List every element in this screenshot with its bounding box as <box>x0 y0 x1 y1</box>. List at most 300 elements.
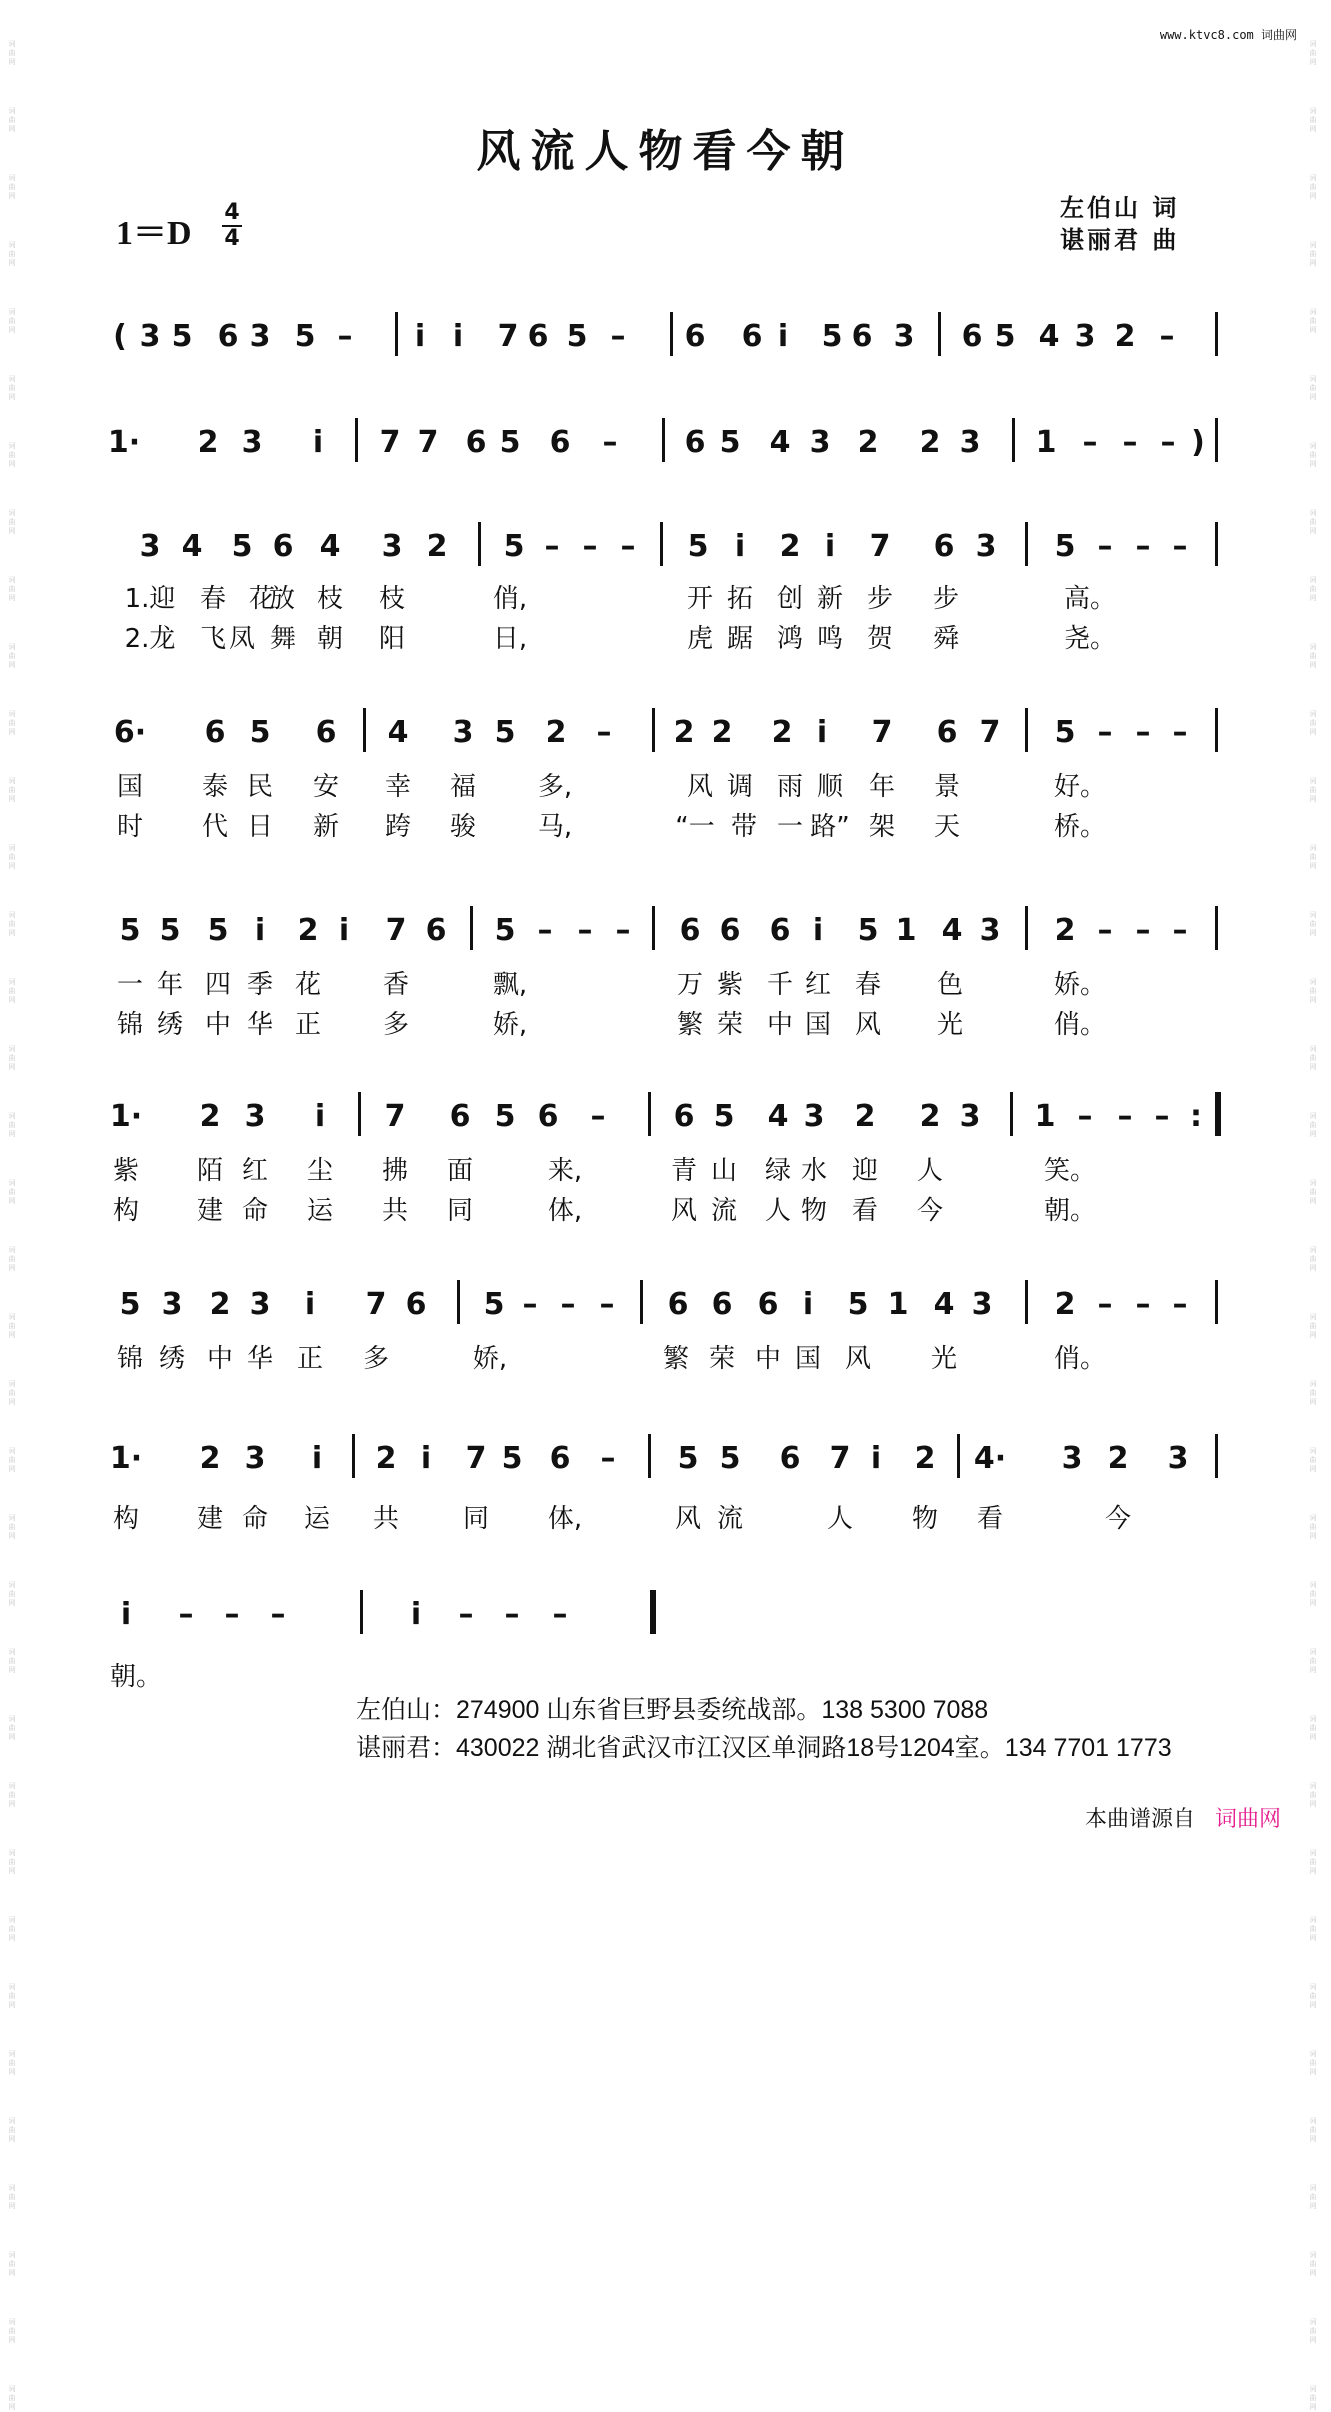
note: 2 <box>197 425 219 460</box>
note: 4 <box>181 529 203 564</box>
address-line-2: 谌丽君：430022 湖北省武汉市江汉区单洞路18号1204室。134 7701 1773 <box>356 1734 1172 1762</box>
note: 1 <box>1034 1099 1056 1134</box>
watermark-glyph: 词曲网 <box>8 1514 16 1540</box>
lyric-char: 路” <box>810 812 850 842</box>
barline <box>938 312 941 356</box>
lyric-char: 跨 <box>384 812 412 842</box>
note: 3 <box>959 425 981 460</box>
note: 7 <box>829 1441 851 1476</box>
credits <box>1060 192 1179 256</box>
lyric-char: 顺 <box>816 772 844 802</box>
watermark-glyph: 词曲网 <box>8 1447 16 1473</box>
lyric-char: 锦 <box>116 1010 144 1040</box>
watermark-glyph: 词曲网 <box>1309 40 1317 66</box>
note: – <box>1082 425 1098 460</box>
watermark-glyph: 词曲网 <box>8 107 16 133</box>
barline <box>352 1434 355 1478</box>
barline <box>640 1280 643 1324</box>
note: 7 <box>979 715 1001 750</box>
watermark-glyph: 词曲网 <box>8 1313 16 1339</box>
note: 6 <box>936 715 958 750</box>
watermark-glyph: 词曲网 <box>8 1581 16 1607</box>
watermark-glyph: 词曲网 <box>1309 1179 1317 1205</box>
lyric-char: 紫 <box>112 1156 140 1186</box>
note: i <box>420 1441 432 1476</box>
note: 6 <box>741 319 763 354</box>
note: – <box>1077 1099 1093 1134</box>
watermark-glyph: 词曲网 <box>1309 777 1317 803</box>
lyric-char: 面 <box>446 1156 474 1186</box>
note: 5 <box>1054 715 1076 750</box>
note: 6 <box>449 1099 471 1134</box>
notation-line-4 <box>0 708 1331 756</box>
note: 6 <box>549 1441 571 1476</box>
barline <box>1010 1092 1013 1136</box>
watermark-glyph: 词曲网 <box>1309 308 1317 334</box>
site-url: www.ktvc8.com 词曲网 <box>1159 28 1297 42</box>
note: 3 <box>244 1099 266 1134</box>
lyric-char: 人 <box>826 1504 854 1534</box>
note: i <box>311 1441 323 1476</box>
lyric-char: 风 <box>670 1196 698 1226</box>
lyric-char: 华 <box>246 1010 274 1040</box>
note: 1· <box>109 1099 143 1134</box>
watermark-glyph: 词曲网 <box>1309 1447 1317 1473</box>
note: 7 <box>497 319 519 354</box>
lyric-char: 体, <box>547 1196 583 1226</box>
watermark-glyph: 词曲网 <box>8 375 16 401</box>
watermark-glyph: 词曲网 <box>8 1648 16 1674</box>
note: 5 <box>857 913 879 948</box>
watermark-glyph: 词曲网 <box>8 2117 16 2143</box>
lyric-line <box>0 1150 1331 1186</box>
lyric-char: 同 <box>446 1196 474 1226</box>
watermark-glyph: 词曲网 <box>1309 1380 1317 1406</box>
watermark-glyph: 词曲网 <box>8 1380 16 1406</box>
lyric-char: 多, <box>537 772 573 802</box>
lyric-char: 看 <box>976 1504 1004 1534</box>
note: i <box>414 319 426 354</box>
note: 2 <box>1107 1441 1129 1476</box>
note: 3 <box>139 529 161 564</box>
lyric-char: 运 <box>306 1196 334 1226</box>
lyric-char: 安 <box>312 772 340 802</box>
lyric-char: 桥。 <box>1053 812 1107 842</box>
lyric-char: 雨 <box>776 772 804 802</box>
note: i <box>304 1287 316 1322</box>
lyric-char: 踞 <box>726 624 754 654</box>
source-brand: 词曲网 <box>1214 1807 1281 1832</box>
watermark-glyph: 词曲网 <box>1309 509 1317 535</box>
barline <box>1025 906 1028 950</box>
note: – <box>1135 1287 1151 1322</box>
notation-line-3 <box>0 522 1331 570</box>
lyric-char: 荣 <box>716 1010 744 1040</box>
note: 3 <box>241 425 263 460</box>
lyric-char: 中 <box>766 1010 794 1040</box>
watermark-glyph: 词曲网 <box>8 1983 16 2009</box>
lyric-char: 年 <box>156 970 184 1000</box>
note: – <box>1117 1099 1133 1134</box>
watermark-glyph: 词曲网 <box>8 710 16 736</box>
lyric-char: 飞 <box>199 624 227 654</box>
note: 3 <box>959 1099 981 1134</box>
note: 4 <box>319 529 341 564</box>
note: i <box>802 1287 814 1322</box>
time-signature <box>222 202 242 250</box>
note: 5 <box>483 1287 505 1322</box>
lyric-char: 舞 <box>269 624 297 654</box>
barline <box>358 1092 361 1136</box>
lyric-char: 朝。 <box>109 1662 163 1692</box>
lyric-char: 中 <box>206 1344 234 1374</box>
lyric-char: 中 <box>204 1010 232 1040</box>
note: 5 <box>847 1287 869 1322</box>
note: 6 <box>684 425 706 460</box>
watermark-glyph: 词曲网 <box>8 1916 16 1942</box>
lyric-char: 青 <box>670 1156 698 1186</box>
lyric-char: 拓 <box>726 584 754 614</box>
watermark-glyph: 词曲网 <box>1309 1246 1317 1272</box>
note: 7 <box>869 529 891 564</box>
note: 6 <box>527 319 549 354</box>
note: – <box>1154 1099 1170 1134</box>
lyric-char: 俏。 <box>1053 1344 1107 1374</box>
lyric-line <box>0 766 1331 802</box>
note: – <box>337 319 353 354</box>
lyric-char: 物 <box>800 1196 828 1226</box>
lyric-char: 民 <box>246 772 274 802</box>
lyric-char: 红 <box>241 1156 269 1186</box>
note: 5 <box>566 319 588 354</box>
watermark-glyph: 词曲网 <box>1309 1715 1317 1741</box>
watermark-glyph: 词曲网 <box>8 308 16 334</box>
note: 4· <box>973 1441 1007 1476</box>
note: 2 <box>426 529 448 564</box>
note: 3 <box>1074 319 1096 354</box>
address-line-1: 左伯山：274900 山东省巨野县委统战部。138 5300 7088 <box>356 1696 989 1724</box>
barline <box>1215 522 1218 566</box>
note: 5 <box>494 913 516 948</box>
lyric-char: 朝 <box>316 624 344 654</box>
watermark-glyph: 词曲网 <box>1309 2385 1317 2411</box>
watermark-glyph: 词曲网 <box>8 2385 16 2411</box>
lyric-char: 体, <box>547 1504 583 1534</box>
note: – <box>1159 319 1175 354</box>
note: 5 <box>687 529 709 564</box>
lyric-char: 风 <box>844 1344 872 1374</box>
note: i <box>816 715 828 750</box>
barline <box>648 1092 651 1136</box>
watermark-glyph: 词曲网 <box>8 576 16 602</box>
lyric-char: “一 <box>675 812 715 842</box>
note: – <box>1097 913 1113 948</box>
lyric-char: 花 <box>294 970 322 1000</box>
lyric-char: 中 <box>754 1344 782 1374</box>
watermark-glyph: 词曲网 <box>8 442 16 468</box>
watermark-glyph: 词曲网 <box>8 1849 16 1875</box>
lyric-char: 正 <box>296 1344 324 1374</box>
lyric-char: 四 <box>204 970 232 1000</box>
notation-line-1 <box>0 312 1331 360</box>
note: 7 <box>379 425 401 460</box>
lyric-char: 马, <box>537 812 573 842</box>
lyric-char: 命 <box>241 1196 269 1226</box>
note: 5 <box>994 319 1016 354</box>
lyric-char: 俏。 <box>1053 1010 1107 1040</box>
note: 6 <box>961 319 983 354</box>
lyric-char: 光 <box>936 1010 964 1040</box>
lyric-char: 鸿 <box>776 624 804 654</box>
note: – <box>552 1597 568 1632</box>
lyric-char: 来, <box>547 1156 583 1186</box>
watermark-glyph: 词曲网 <box>8 2184 16 2210</box>
note: 2 <box>199 1099 221 1134</box>
watermark-glyph: 词曲网 <box>8 978 16 1004</box>
note: 3 <box>979 913 1001 948</box>
note: – <box>504 1597 520 1632</box>
note: 3 <box>975 529 997 564</box>
note: – <box>1172 529 1188 564</box>
lyric-char: 一 <box>116 970 144 1000</box>
note: 2 <box>779 529 801 564</box>
note: 3 <box>803 1099 825 1134</box>
note: 2 <box>1054 1287 1076 1322</box>
lyric-char: 色 <box>936 970 964 1000</box>
lyric-char: 命 <box>241 1504 269 1534</box>
note: 6 <box>315 715 337 750</box>
note: 3 <box>139 319 161 354</box>
note: 5 <box>171 319 193 354</box>
watermark-glyph: 词曲网 <box>1309 174 1317 200</box>
key-signature: 1＝D <box>116 215 192 252</box>
barline <box>662 418 665 462</box>
watermark-glyph: 词曲网 <box>1309 710 1317 736</box>
lyric-char: 日, <box>492 624 528 654</box>
note: 2 <box>209 1287 231 1322</box>
song-title: 风流人物看今朝 <box>476 126 855 177</box>
lyric-char: 山 <box>710 1156 738 1186</box>
note: – <box>1172 913 1188 948</box>
lyric-char: 凤 <box>228 624 256 654</box>
note: 6 <box>711 1287 733 1322</box>
lyric-char: 创 <box>776 584 804 614</box>
time-signature-bottom: 4 <box>224 226 240 251</box>
note: 3 <box>244 1441 266 1476</box>
lyric-char: 构 <box>112 1504 140 1534</box>
note: 7 <box>465 1441 487 1476</box>
barline <box>360 1590 363 1634</box>
lyric-char: 繁 <box>676 1010 704 1040</box>
lyric-char: 1.迎 <box>124 584 176 614</box>
lyricist-credit: 左伯山 词 <box>1060 194 1180 222</box>
watermark-glyph: 词曲网 <box>1309 1112 1317 1138</box>
barline <box>1215 1092 1221 1136</box>
notation-line-6 <box>0 1092 1331 1140</box>
lyric-char: 华 <box>246 1344 274 1374</box>
watermark-glyph: 词曲网 <box>1309 1514 1317 1540</box>
note: 6 <box>204 715 226 750</box>
watermark-glyph: 词曲网 <box>8 241 16 267</box>
note: 6 <box>537 1099 559 1134</box>
note: 6 <box>549 425 571 460</box>
watermark-glyph: 词曲网 <box>8 1045 16 1071</box>
lyric-char: 步 <box>866 584 894 614</box>
note: 5 <box>677 1441 699 1476</box>
note: 3 <box>893 319 915 354</box>
lyric-char: 国 <box>116 772 144 802</box>
watermark-glyph: 词曲网 <box>1309 643 1317 669</box>
lyric-char: 今 <box>916 1196 944 1226</box>
note: – <box>1160 425 1176 460</box>
watermark-glyph: 词曲网 <box>1309 1045 1317 1071</box>
lyric-char: 幸 <box>384 772 412 802</box>
watermark-glyph: 词曲网 <box>1309 1581 1317 1607</box>
barline <box>1012 418 1015 462</box>
note: 7 <box>384 1099 406 1134</box>
lyric-char: 娇, <box>492 1010 528 1040</box>
lyric-char: 鸣 <box>816 624 844 654</box>
lyric-char: 迎 <box>851 1156 879 1186</box>
lyric-line <box>0 578 1331 614</box>
notation-line-9 <box>0 1590 1331 1638</box>
note: – <box>577 913 593 948</box>
note: 6 <box>679 913 701 948</box>
note: 2 <box>711 715 733 750</box>
lyric-char: 贺 <box>866 624 894 654</box>
barline <box>1215 418 1218 462</box>
lyric-char: 高。 <box>1063 584 1117 614</box>
note: 6 <box>673 1099 695 1134</box>
lyric-char: 时 <box>116 812 144 842</box>
lyric-char: 多 <box>382 1010 410 1040</box>
composer-credit: 谌丽君 曲 <box>1060 226 1180 254</box>
note: 3 <box>452 715 474 750</box>
note: 5 <box>1054 529 1076 564</box>
barline <box>1215 1434 1218 1478</box>
note: – <box>1172 1287 1188 1322</box>
note: 6 <box>405 1287 427 1322</box>
note: i <box>120 1597 132 1632</box>
lyric-char: 绣 <box>158 1344 186 1374</box>
note: 4 <box>941 913 963 948</box>
note: 7 <box>417 425 439 460</box>
lyric-char: 虎 <box>686 624 714 654</box>
lyric-char: 建 <box>196 1504 224 1534</box>
note: – <box>599 1287 615 1322</box>
note: 5 <box>719 425 741 460</box>
lyric-char: 枝 <box>378 584 406 614</box>
lyric-char: 万 <box>676 970 704 1000</box>
note: 5 <box>294 319 316 354</box>
lyric-char: 人 <box>764 1196 792 1226</box>
note: – <box>537 913 553 948</box>
lyric-line <box>0 964 1331 1000</box>
note: 6 <box>851 319 873 354</box>
lyric-char: 阳 <box>378 624 406 654</box>
lyric-char: 构 <box>112 1196 140 1226</box>
note: 1· <box>107 425 141 460</box>
note: 6 <box>272 529 294 564</box>
note: 5 <box>503 529 525 564</box>
note: i <box>312 425 324 460</box>
barline <box>652 708 655 752</box>
note: 2 <box>375 1441 397 1476</box>
note: 6 <box>465 425 487 460</box>
lyric-char: 调 <box>726 772 754 802</box>
barline <box>470 906 473 950</box>
watermark-glyph: 词曲网 <box>1309 1916 1317 1942</box>
lyric-char: 放 <box>268 584 296 614</box>
notation-line-5 <box>0 906 1331 954</box>
lyric-line <box>0 1498 1331 1534</box>
lyric-char: 流 <box>710 1196 738 1226</box>
note: – <box>582 529 598 564</box>
lyric-line <box>0 1190 1331 1226</box>
note: 6 <box>769 913 791 948</box>
lyric-char: 绿 <box>764 1156 792 1186</box>
lyric-char: 紫 <box>716 970 744 1000</box>
note: ( <box>113 319 127 354</box>
note: i <box>734 529 746 564</box>
time-signature-top: 4 <box>224 200 240 225</box>
watermark-glyph: 词曲网 <box>1309 844 1317 870</box>
watermark-glyph: 词曲网 <box>1309 2251 1317 2277</box>
note: i <box>410 1597 422 1632</box>
lyric-char: 运 <box>303 1504 331 1534</box>
lyric-char: 枝 <box>316 584 344 614</box>
note: 2 <box>297 913 319 948</box>
lyric-char: 舜 <box>932 624 960 654</box>
lyric-char: 年 <box>868 772 896 802</box>
watermark-glyph: 词曲网 <box>1309 2318 1317 2344</box>
barline <box>1215 312 1218 356</box>
note: – <box>178 1597 194 1632</box>
note: 2 <box>771 715 793 750</box>
lyric-char: 开 <box>686 584 714 614</box>
barline <box>355 418 358 462</box>
note: 1 <box>887 1287 909 1322</box>
lyric-char: 风 <box>674 1504 702 1534</box>
note: 6· <box>113 715 147 750</box>
watermark-glyph: 词曲网 <box>8 2318 16 2344</box>
lyric-char: 香 <box>382 970 410 1000</box>
note: 4 <box>933 1287 955 1322</box>
watermark-glyph: 词曲网 <box>8 643 16 669</box>
lyric-char: 陌 <box>196 1156 224 1186</box>
note: i <box>338 913 350 948</box>
note: 5 <box>249 715 271 750</box>
note: – <box>1135 913 1151 948</box>
note: – <box>544 529 560 564</box>
note: 2 <box>673 715 695 750</box>
lyric-char: 架 <box>868 812 896 842</box>
note: 2 <box>919 425 941 460</box>
note: 6 <box>779 1441 801 1476</box>
lyric-char: 绣 <box>156 1010 184 1040</box>
note: 5 <box>231 529 253 564</box>
lyric-char: 尧。 <box>1063 624 1117 654</box>
lyric-char: 国 <box>804 1010 832 1040</box>
barline <box>1025 708 1028 752</box>
lyric-char: 锦 <box>116 1344 144 1374</box>
lyric-char: 朝。 <box>1043 1196 1097 1226</box>
note: 6 <box>719 913 741 948</box>
note: – <box>270 1597 286 1632</box>
barline <box>478 522 481 566</box>
note: – <box>1135 529 1151 564</box>
lyric-char: 代 <box>201 812 229 842</box>
